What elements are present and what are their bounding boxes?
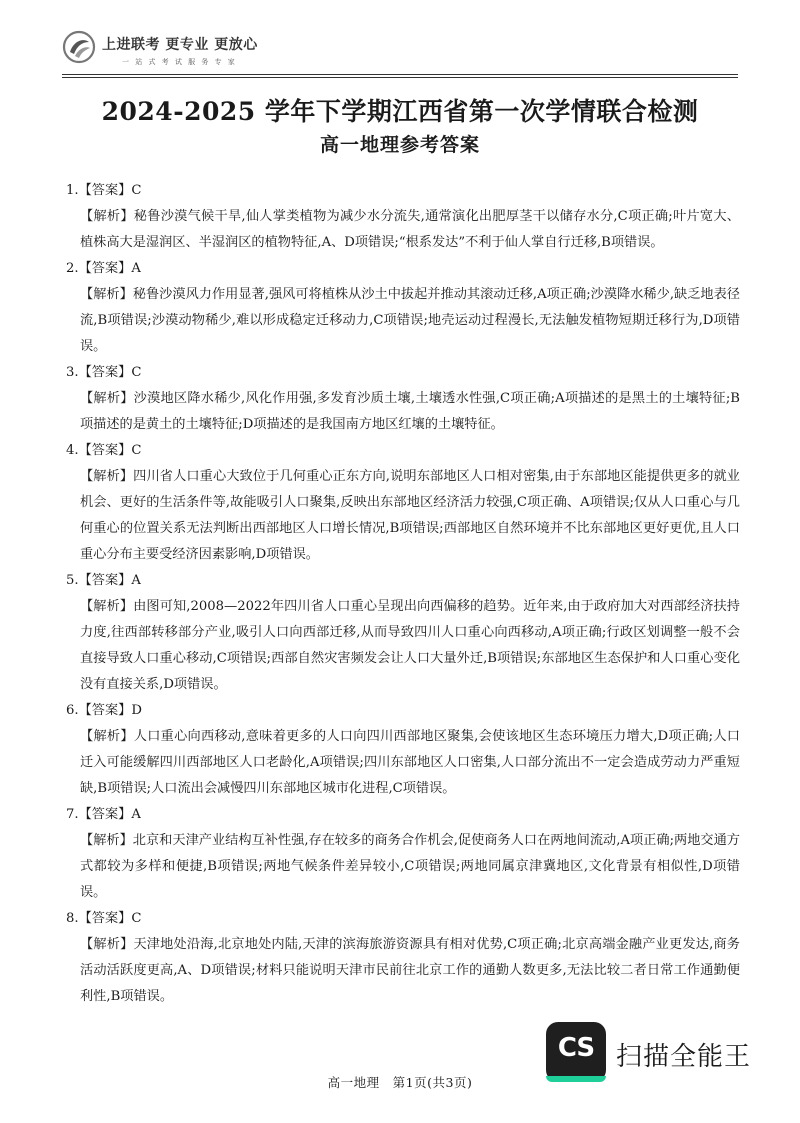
answer-line <box>66 906 740 932</box>
answer-text: 【答案】A <box>78 807 141 822</box>
camscanner-logo-icon <box>546 1022 606 1082</box>
header-rule-thin <box>62 77 738 78</box>
analysis-text: 【解析】天津地处沿海,北京地处内陆,天津的滨海旅游资源具有相对优势,C项正确;北京高端金融产业更发达,商务活动活跃度更高,A、D项错误;材料只能说明天津市民前往北京工作的通勤人数更多,无法比较二者日常工作通勤便利性,B项错误。 <box>80 937 740 1004</box>
camscanner-app-name: 扫描全能王 <box>616 1042 752 1072</box>
answer-line <box>66 698 740 724</box>
question-number: 2. <box>66 261 79 276</box>
question-item <box>66 256 740 360</box>
answer-line <box>66 178 740 204</box>
question-number: 6. <box>66 703 79 718</box>
question-item <box>66 178 740 256</box>
answer-text: 【答案】C <box>78 183 142 198</box>
question-item <box>66 802 740 906</box>
question-number: 3. <box>66 365 79 380</box>
question-number: 5. <box>66 573 79 588</box>
analysis-text: 【解析】人口重心向西移动,意味着更多的人口向四川西部地区聚集,会使该地区生态环境压力增大,D项正确;人口迁入可能缓解四川西部地区人口老龄化,A项错误;四川东部地区人口密集,人口部分流出不一定会造成劳动力严重短缺,B项错误;人口流出会减慢四川东部地区城市化进程,C项错误。 <box>80 729 740 796</box>
brand-tagline: 一 站 式 考 试 服 务 专 家 <box>122 58 237 66</box>
page-footer: 高一地理 第1页(共3页) <box>327 1075 473 1090</box>
question-number: 8. <box>66 911 79 926</box>
question-item <box>66 906 740 1010</box>
analysis-text: 【解析】四川省人口重心大致位于几何重心正东方向,说明东部地区人口相对密集,由于东部地区能提供更多的就业机会、更好的生活条件等,故能吸引人口聚集,反映出东部地区经济活力较强,C项正确、A项错误;仅从人口重心与几何重心的位置关系无法判断出西部地区人口增长情况,B项错误;西部地区自然环境并不比东部地区更好更优,且人口重心分布主要受经济因素影响,D项错误。 <box>80 469 740 562</box>
answer-text: 【答案】A <box>78 261 141 276</box>
brand-slogan: 上进联考 更专业 更放心 <box>102 37 258 53</box>
header-rule <box>62 74 738 75</box>
answer-text: 【答案】C <box>78 365 142 380</box>
analysis-text: 【解析】由图可知,2008—2022年四川省人口重心呈现出向西偏移的趋势。近年来,由于政府加大对西部经济扶持力度,往西部转移部分产业,吸引人口向西部迁移,从而导致四川人口重心向西移动,A项正确;行政区划调整一般不会直接导致人口重心移动,C项错误;西部自然灾害频发会让人口大量外迁,B项错误;东部地区生态保护和人口重心变化没有直接关系,D项错误。 <box>80 599 740 692</box>
camscanner-badge-text: CS <box>557 1033 595 1063</box>
question-number: 1. <box>66 183 79 198</box>
question-number: 7. <box>66 807 79 822</box>
question-item <box>66 698 740 802</box>
page-title: 2024-2025 学年下学期江西省第一次学情联合检测 <box>101 97 699 126</box>
answer-line <box>66 568 740 594</box>
question-item <box>66 568 740 698</box>
analysis-text: 【解析】北京和天津产业结构互补性强,存在较多的商务合作机会,促使商务人口在两地间流动,A项正确;两地交通方式都较为多样和便捷,B项错误;两地气候条件差异较小,C项错误;两地同属京津冀地区,文化背景有相似性,D项错误。 <box>80 833 740 900</box>
answer-line <box>66 802 740 828</box>
answer-text: 【答案】D <box>78 703 142 718</box>
answer-line <box>66 256 740 282</box>
camscanner-accent-bar <box>546 1076 606 1082</box>
answer-list <box>66 178 740 1010</box>
analysis-text: 【解析】秘鲁沙漠气候干旱,仙人掌类植物为减少水分流失,通常演化出肥厚茎干以储存水分,C项正确;叶片宽大、植株高大是湿润区、半湿润区的植物特征,A、D项错误;“根系发达”不利于仙人掌自行迁移,B项错误。 <box>80 209 740 250</box>
page-subtitle: 高一地理参考答案 <box>319 134 480 156</box>
answer-line <box>66 438 740 464</box>
answer-text: 【答案】A <box>78 573 141 588</box>
page-header <box>62 26 738 78</box>
question-number: 4. <box>66 443 79 458</box>
scanner-watermark <box>546 1022 756 1086</box>
question-item <box>66 438 740 568</box>
answer-line <box>66 360 740 386</box>
answer-text: 【答案】C <box>78 443 142 458</box>
brand-logo-icon <box>62 30 96 64</box>
question-item <box>66 360 740 438</box>
analysis-text: 【解析】秘鲁沙漠风力作用显著,强风可将植株从沙土中拔起并推动其滚动迁移,A项正确;沙漠降水稀少,缺乏地表径流,B项错误;沙漠动物稀少,难以形成稳定迁移动力,C项错误;地壳运动过程漫长,无法触发植物短期迁移行为,D项错误。 <box>80 287 740 354</box>
analysis-text: 【解析】沙漠地区降水稀少,风化作用强,多发育沙质土壤,土壤透水性强,C项正确;A项描述的是黑土的土壤特征;B项描述的是黄土的土壤特征;D项描述的是我国南方地区红壤的土壤特征。 <box>80 391 740 432</box>
answer-text: 【答案】C <box>78 911 142 926</box>
